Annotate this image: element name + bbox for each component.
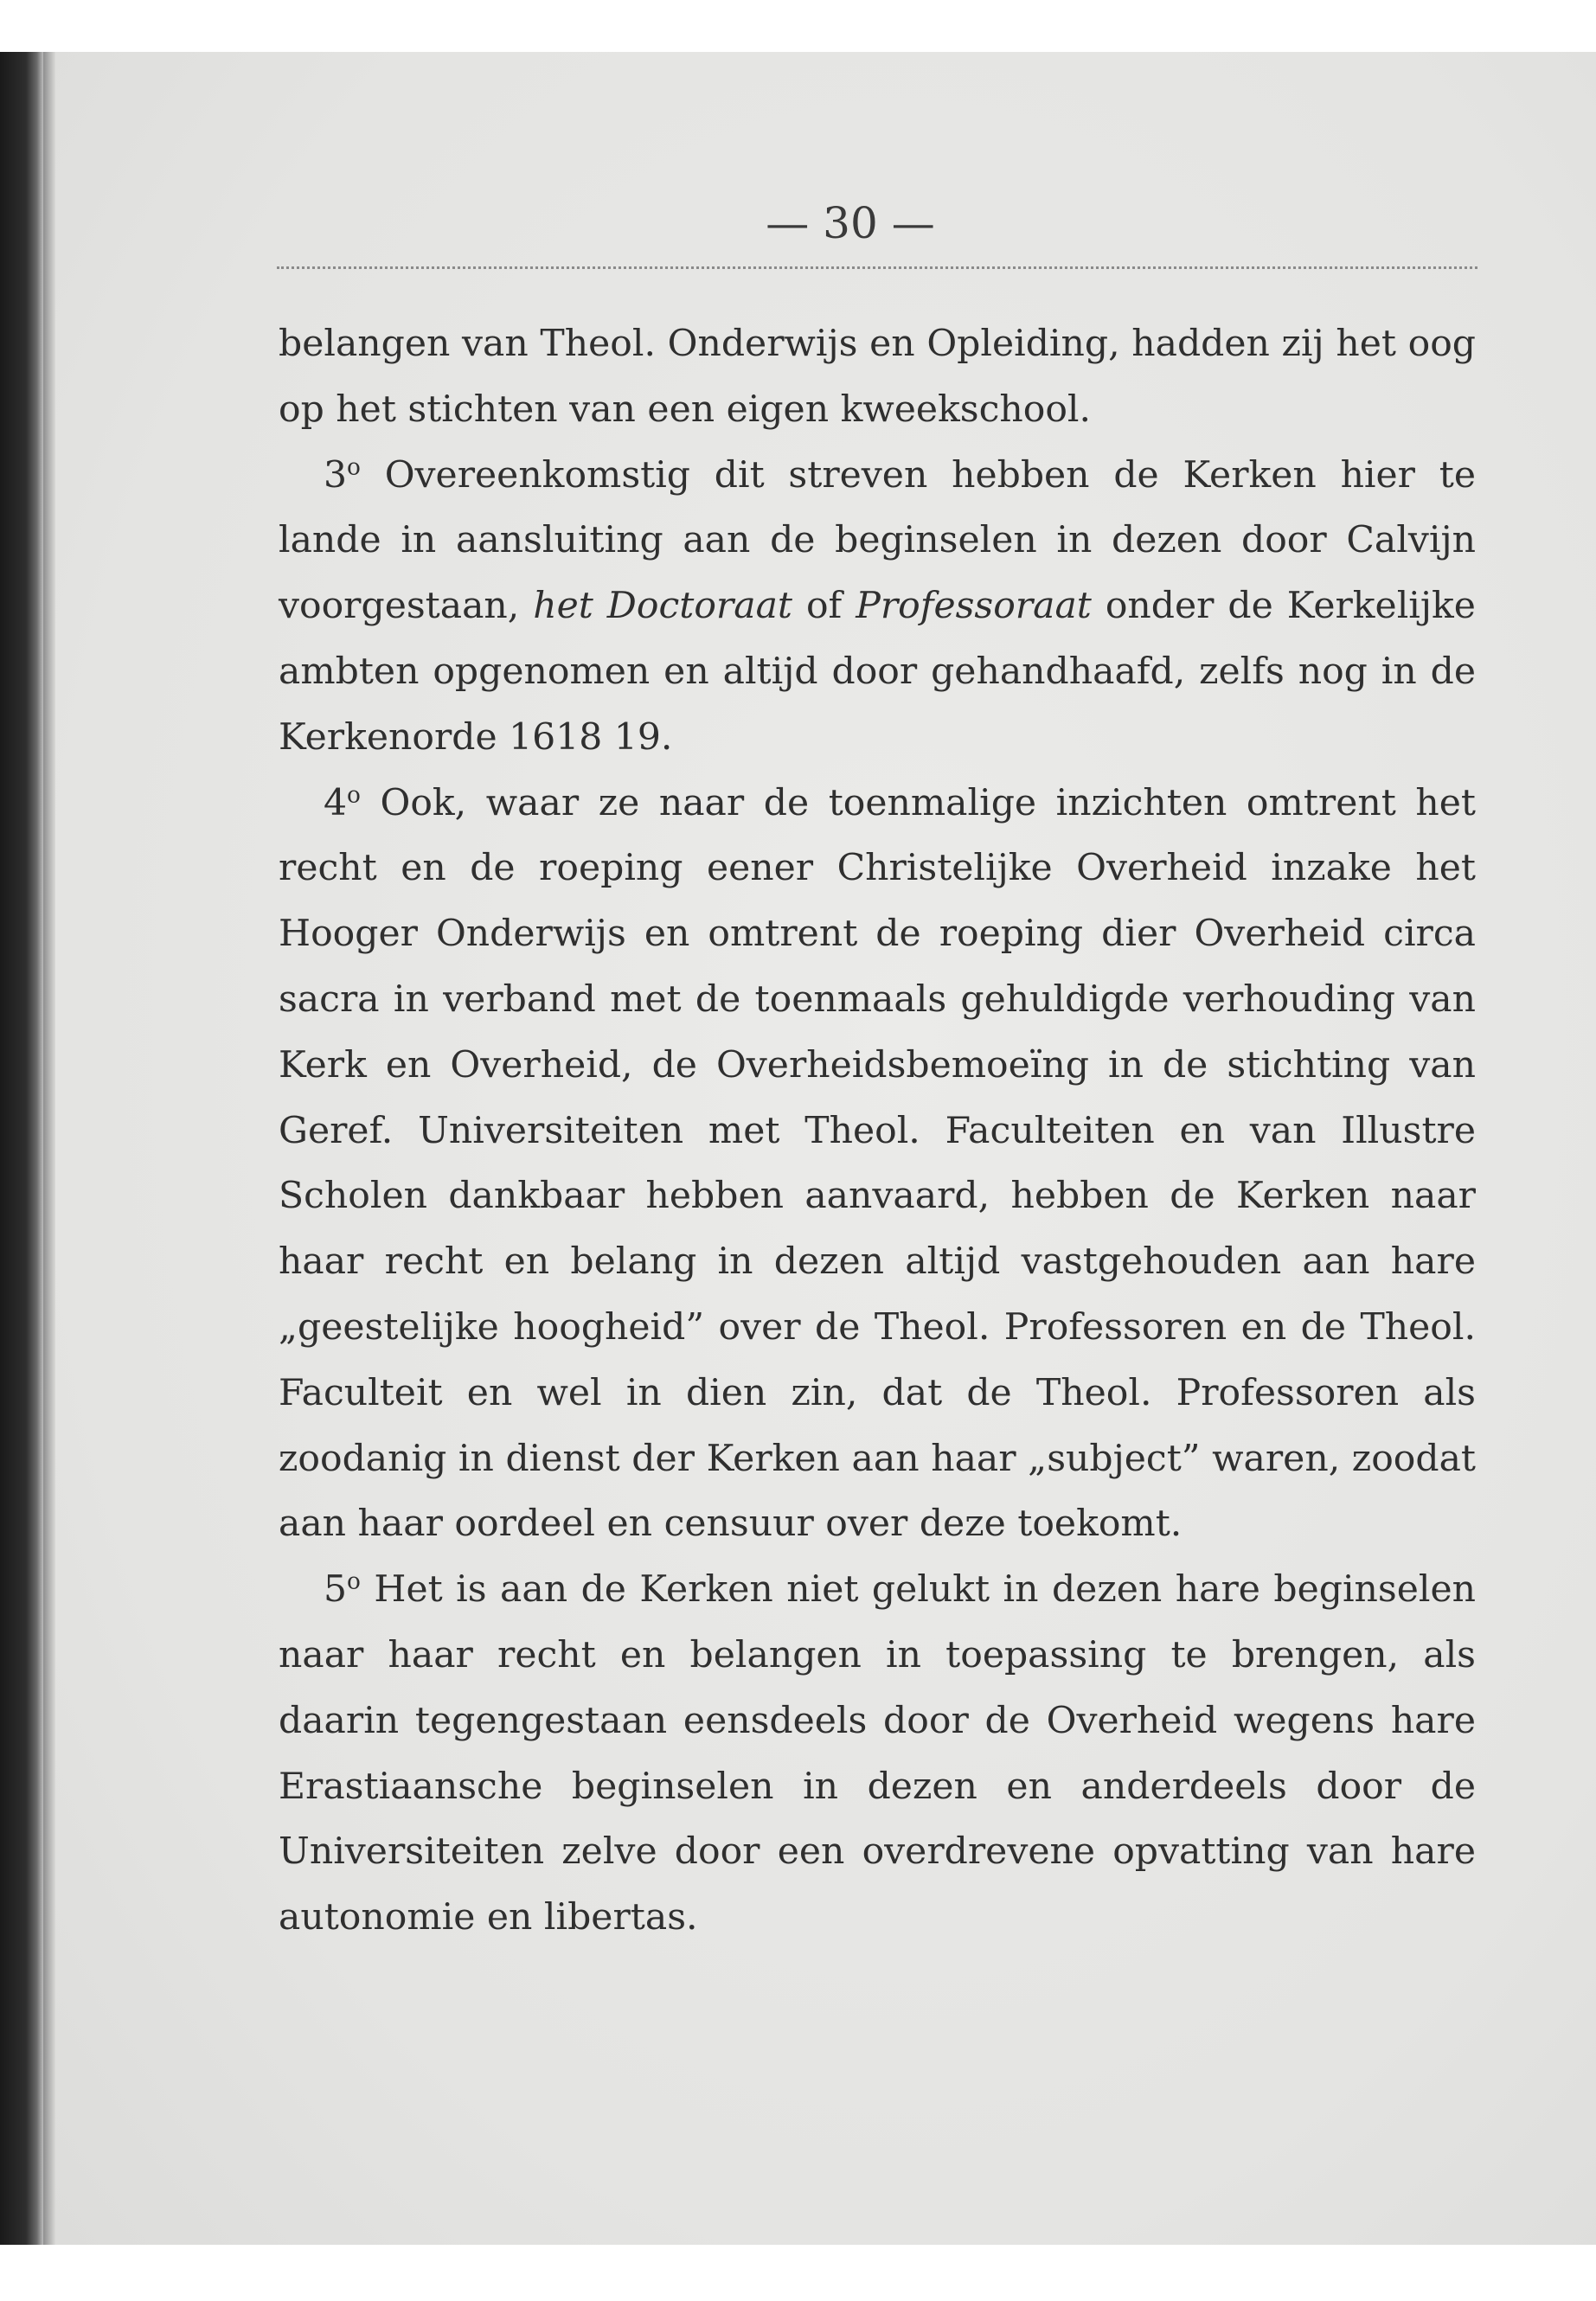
italic-term-doctoraat: het Doctoraat [533,585,792,628]
paragraph-text: of [792,585,856,628]
page-gutter-edge [43,52,55,2249]
paragraph-number: 3$^o$ [324,453,361,497]
paragraph-text: Overeenkomstig dit streven hebben de Kerken hier te lande in aansluiting aan de beginselen in dezen door Calvijn voorgestaan, [279,453,1476,628]
paragraph-number: 5$^o$ [324,1568,361,1612]
header-dotted-rule [277,266,1477,269]
paragraph-5 [279,1557,1476,1951]
paragraph-text: Het is aan de Kerken niet gelukt in dezen hare beginselen naar haar recht en belangen in toepassing te brengen, als daarin tegengestaan eensdeels door de Overheid wegens hare Erastiaansche beginselen in dezen en anderdeels door de Universiteiten zelve door een overdrevene opvatting van hare autonomie en libertas. [279,1568,1476,1939]
body-text [279,311,1476,1951]
paragraph-text: belangen van Theol. Onderwijs en Opleiding, hadden zij het oog op het stichten van een eigen kweekschool. [279,323,1476,431]
paragraph-text: Ook, waar ze naar de toenmalige inzichten omtrent het recht en de roeping eener Christelijke Overheid inzake het Hooger Onderwijs en omtrent de roeping dier Overheid circa sacra in verband met de toenmaals gehuldigde verhouding van Kerk en Overheid, de Overheidsbemoeïng in de stichting van Geref. Universiteiten met Theol. Faculteiten en van Illustre Scholen dankbaar hebben aanvaard, hebben de Kerken naar haar recht en belang in dezen altijd vastgehouden aan hare „geestelijke hoogheid” over de Theol. Professoren en de Theol. Faculteit en wel in dien zin, dat de Theol. Professoren als zoodanig in dienst der Kerken aan haar „subject” waren, zoodat aan haar oordeel en censuur over deze toekomt. [279,781,1476,1546]
book-spine-shadow [0,52,43,2249]
page-bottom-margin [0,2245,1596,2301]
page-number: — 30 — [766,198,935,248]
paragraph-text: onder de Kerkelijke ambten opgenomen en altijd door gehandhaafd, zelfs nog in de Kerkenorde 1618 19. [279,585,1476,759]
italic-term-professoraat: Professoraat [856,585,1092,628]
paragraph-number: 4$^o$ [324,781,361,824]
paragraph-3 [279,443,1476,771]
page-header [223,197,1477,275]
paragraph-4 [279,771,1476,1558]
paragraph-continuation [279,311,1476,443]
